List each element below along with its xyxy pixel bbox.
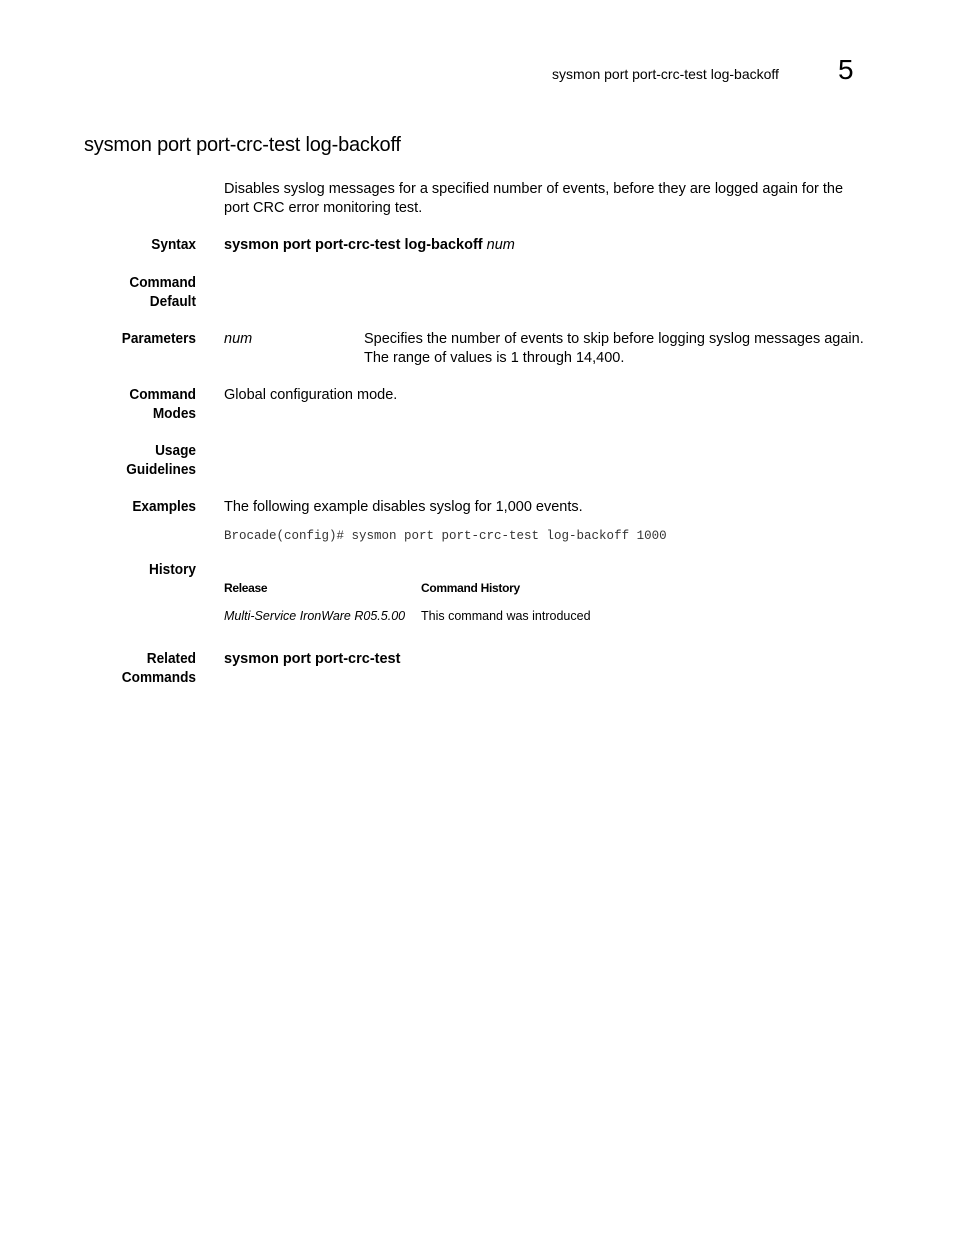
- label-command-default-line2: Default: [149, 294, 196, 310]
- label-command-modes-line1: Command: [129, 387, 196, 403]
- label-history: History: [149, 562, 196, 578]
- label-usage-line1: Usage: [155, 443, 196, 459]
- label-related-commands: [74, 650, 196, 688]
- examples-text: The following example disables syslog for 1,000 events.: [224, 499, 583, 515]
- chapter-number: 5: [838, 54, 854, 85]
- page-title: sysmon port port-crc-test log-backoff: [84, 134, 401, 156]
- param-desc-line2: The range of values is 1 through 14,400.: [364, 350, 625, 366]
- label-parameters: Parameters: [121, 331, 196, 347]
- intro-paragraph: Disables syslog messages for a specified number of events, before they are logged again for the port CRC error monitoring test.: [224, 181, 844, 216]
- label-examples: Examples: [132, 499, 196, 515]
- label-syntax: Syntax: [151, 237, 196, 253]
- label-command-default: [74, 274, 196, 312]
- history-header-command-history: Command History: [421, 581, 520, 595]
- label-usage-line2: Guidelines: [126, 462, 196, 478]
- label-usage-guidelines: [74, 442, 196, 480]
- history-cell-description: This command was introduced: [421, 609, 591, 623]
- label-related-line2: Commands: [121, 670, 196, 686]
- related-command-link[interactable]: sysmon port port-crc-test: [224, 651, 401, 667]
- label-related-line1: Related: [146, 651, 196, 667]
- command-modes-text: Global configuration mode.: [224, 387, 398, 403]
- param-name: num: [224, 331, 253, 347]
- param-description: [364, 330, 884, 368]
- history-cell-release: Multi-Service IronWare R05.5.00: [224, 609, 406, 623]
- label-command-modes: [74, 386, 196, 424]
- syntax-line: [224, 236, 515, 255]
- label-command-default-line1: Command: [129, 275, 196, 291]
- param-desc-line1: Specifies the number of events to skip before logging syslog messages again.: [364, 331, 864, 347]
- label-command-modes-line2: Modes: [152, 406, 196, 422]
- history-header-release: Release: [224, 581, 268, 595]
- examples-code: Brocade(config)# sysmon port port-crc-test log-backoff 1000: [224, 529, 667, 543]
- running-title: sysmon port port-crc-test log-backoff: [552, 66, 779, 82]
- syntax-arg: num: [486, 237, 515, 253]
- syntax-command: sysmon port port-crc-test log-backoff: [224, 237, 483, 253]
